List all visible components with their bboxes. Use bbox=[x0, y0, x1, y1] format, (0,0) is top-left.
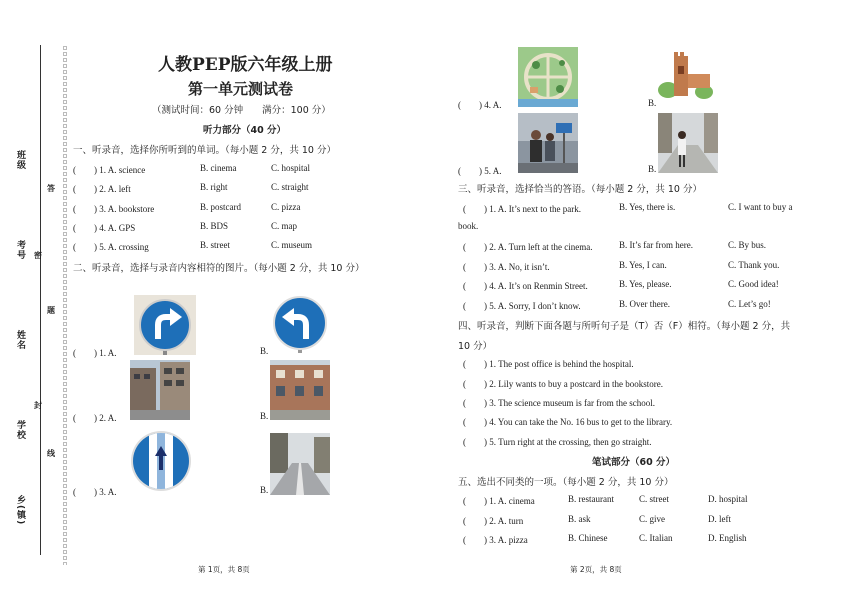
question-option: B. street bbox=[200, 240, 230, 250]
label-name: 姓名 bbox=[15, 330, 25, 350]
section5-heading: 五、选出不同类的一项。（每小题 2 分，共 10 分） bbox=[458, 477, 674, 488]
question-option: ( ) 1. A. It’s next to the park. bbox=[463, 204, 581, 214]
question-option: C. street bbox=[639, 494, 669, 504]
street-photo bbox=[270, 433, 330, 495]
page-subtitle: 第一单元测试卷 bbox=[188, 80, 294, 98]
question-option: C. Thank you. bbox=[728, 260, 780, 270]
question-option: B. BDS bbox=[200, 221, 229, 231]
question-option: C. Good idea! bbox=[728, 279, 779, 289]
test-info: （测试时间：60 分钟 满分：100 分） bbox=[152, 105, 331, 116]
question-option: ( ) 3. A. pizza bbox=[463, 535, 528, 545]
listening-part-title: 听力部分（40 分） bbox=[203, 125, 287, 136]
question-statement: ( ) 4. You can take the No. 16 bus to get to the library. bbox=[463, 417, 673, 427]
question-label: ( ) 4. A. bbox=[458, 100, 502, 110]
question-label: B. bbox=[260, 485, 269, 495]
question-option: ( ) 1. A. cinema bbox=[463, 496, 535, 506]
section3-heading: 三、听录音，选择恰当的答语。（每小题 2 分，共 10 分） bbox=[458, 184, 702, 195]
label-exam-number: 考号 bbox=[15, 240, 25, 260]
girl-on-street-photo bbox=[658, 113, 718, 173]
question-option: D. left bbox=[708, 514, 731, 524]
page-number-right: 第 2页，共 8页 bbox=[570, 565, 622, 574]
great-wall-illustration bbox=[658, 50, 714, 102]
question-option: B. ask bbox=[568, 514, 591, 524]
seal-char: 题 bbox=[47, 306, 55, 315]
question-option: B. Yes, I can. bbox=[619, 260, 667, 270]
seal-char: 线 bbox=[47, 449, 55, 458]
writing-part-title: 笔试部分（60 分） bbox=[592, 457, 676, 468]
page-number-left: 第 1页，共 8页 bbox=[198, 565, 250, 574]
question-statement: ( ) 1. The post office is behind the hospital. bbox=[463, 359, 634, 369]
question-option: ( ) 4. A. GPS bbox=[73, 223, 136, 233]
question-statement: ( ) 5. Turn right at the crossing, then go straight. bbox=[463, 437, 652, 447]
label-school: 学校 bbox=[15, 420, 25, 440]
question-option: ( ) 1. A. science bbox=[73, 165, 146, 175]
question-option: ( ) 5. A. crossing bbox=[73, 242, 149, 252]
question-option: B. Chinese bbox=[568, 533, 608, 543]
question-option: B. Yes, please. bbox=[619, 279, 672, 289]
seal-char: 封 bbox=[34, 401, 42, 410]
question-label: ( ) 3. A. bbox=[73, 487, 117, 497]
question-label: ( ) 2. A. bbox=[73, 413, 117, 423]
go-straight-sign-icon bbox=[130, 430, 192, 492]
section4-heading: 四、听录音，判断下面各题与所听句子是（T）否（F）相符。（每小题 2 分，共 bbox=[458, 321, 791, 332]
section1-heading: 一、听录音，选择你所听到的单词。（每小题 2 分，共 10 分） bbox=[73, 145, 336, 156]
question-label: ( ) 5. A. bbox=[458, 166, 502, 176]
question-option: C. straight bbox=[271, 182, 309, 192]
question-statement: ( ) 3. The science museum is far from the school. bbox=[463, 398, 656, 408]
question-option: C. Let’s go! bbox=[728, 299, 771, 309]
question-option: C. give bbox=[639, 514, 665, 524]
question-option: ( ) 5. A. Sorry, I don’t know. bbox=[463, 301, 581, 311]
question-option: ( ) 2. A. left bbox=[73, 184, 131, 194]
question-option: B. Yes, there is. bbox=[619, 202, 676, 212]
question-label: B. bbox=[648, 164, 657, 174]
question-option: C. pizza bbox=[271, 202, 301, 212]
question-option: B. cinema bbox=[200, 163, 237, 173]
page-title: 人教PEP版六年级上册 bbox=[158, 55, 333, 75]
binding-line bbox=[40, 45, 41, 555]
label-class: 班级 bbox=[15, 150, 25, 170]
map-illustration bbox=[518, 47, 578, 107]
section2-heading: 二、听录音，选择与录音内容相符的图片。（每小题 2 分，共 10 分） bbox=[73, 263, 365, 274]
question-option: B. postcard bbox=[200, 202, 241, 212]
turn-right-sign-icon bbox=[134, 295, 196, 355]
question-option: B. It’s far from here. bbox=[619, 240, 693, 250]
question-label: ( ) 1. A. bbox=[73, 348, 117, 358]
question-option: ( ) 2. A. turn bbox=[463, 516, 524, 526]
question-option: C. map bbox=[271, 221, 297, 231]
question-option: D. hospital bbox=[708, 494, 748, 504]
cinema-building-photo bbox=[130, 360, 190, 420]
question-option: B. right bbox=[200, 182, 228, 192]
question-option: C. By bus. bbox=[728, 240, 767, 250]
question-option: ( ) 2. A. Turn left at the cinema. bbox=[463, 242, 593, 252]
question-option: ( ) 3. A. No, it isn’t. bbox=[463, 262, 550, 272]
question-option: C. hospital bbox=[271, 163, 311, 173]
question-label: B. bbox=[260, 411, 269, 421]
question-option: C. Italian bbox=[639, 533, 673, 543]
bookstore-building-photo bbox=[270, 360, 330, 420]
question-label: B. bbox=[260, 346, 269, 356]
question-option: C. I want to buy a bbox=[728, 202, 793, 212]
question-option: B. Over there. bbox=[619, 299, 670, 309]
section4-heading-cont: 10 分） bbox=[458, 341, 493, 352]
question-option: ( ) 3. A. bookstore bbox=[73, 204, 155, 214]
question-label: B. bbox=[648, 98, 657, 108]
question-statement: ( ) 2. Lily wants to buy a postcard in the bookstore. bbox=[463, 379, 663, 389]
seal-char: 答 bbox=[47, 184, 55, 193]
binding-dotted-line bbox=[62, 45, 68, 565]
question-option: ( ) 4. A. It’s on Renmin Street. bbox=[463, 281, 588, 291]
question-option: C. museum bbox=[271, 240, 313, 250]
question-option: B. restaurant bbox=[568, 494, 614, 504]
turn-left-sign-icon bbox=[270, 295, 330, 353]
asking-directions-photo bbox=[518, 113, 578, 173]
label-town: 乡(镇) bbox=[15, 495, 25, 526]
seal-char: 密 bbox=[34, 251, 42, 260]
question-option: book. bbox=[458, 221, 479, 231]
question-option: D. English bbox=[708, 533, 747, 543]
